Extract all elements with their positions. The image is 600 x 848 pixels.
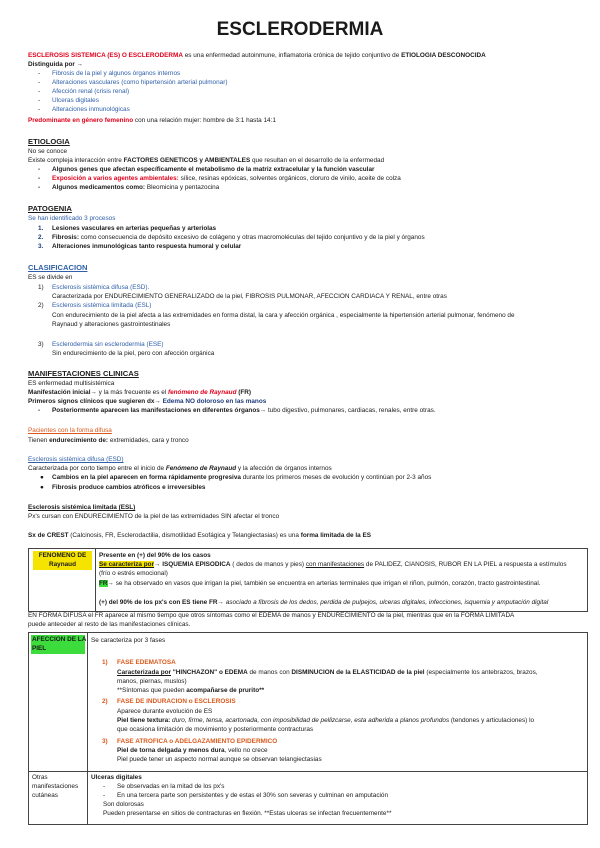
list-item: Esclerosis sistémica difusa (ESD). (52, 284, 150, 291)
fase-line: Aparece durante evolución de ES (117, 708, 213, 715)
list-item: Algunos medicamentos como: Bleomicina y pentazocina (52, 184, 220, 191)
list-item-detail: Con endurecimiento de la piel afecta a las extremidades en forma distal, la cara y afección orgánica , especialmente la hipertensión arterial pulmonar, fenómeno de (52, 312, 515, 319)
piel-label: PIEL (32, 645, 47, 652)
fase-line: Piel tiene textura: duro, firme, tensa, acartonada, con imposibilidad de pellizcarse, esta adherida a planos profundos (tendones y articulaciones) lo (117, 717, 535, 724)
patogenia-intro: Se han identificado 3 procesos (28, 215, 116, 222)
clasificacion-heading: CLASIFICACION (28, 263, 88, 272)
pacientes-difusa-line: Tienen endurecimiento de: extremidades, cara y tronco (28, 437, 189, 444)
piel-intro: Se caracteriza por 3 fases (91, 637, 166, 644)
list-item: - (38, 70, 41, 77)
list-item: - (38, 97, 41, 104)
list-item: Alteraciones inmunológicas tanto respuesta humoral y celular (52, 243, 242, 250)
manifestaciones-line: ES enfermedad multisistémica (28, 380, 115, 387)
list-item: En una tercera parte son persistentes y de estas el 30% son severas y culminan en amputación (117, 792, 389, 799)
esd-line: Caracterizada por corto tiempo entre el inicio de Fenómeno de Raynaud y la afección de órganos internos (28, 465, 332, 472)
predominante-line: Predominante en género femenino con una relación mujer: hombre de 3:1 hasta 14:1 (28, 117, 276, 124)
document-page: ESCLERODERMIA ESCLEROSIS SISTEMICA (ES) O ESCLERODERMA es una enfermedad autoinmune, inflamatoria crónica de tejido conjuntivo de ETIOLOGIA DESCONOCIDA Distinguida por → - Fibrosis de la piel y algunos órganos internos - Alteraciones vasculares (como hipertensión arterial pulmonar) - Afección renal (crisis renal) - Ulceras digitales - Alteraciones inmunológicas Predominante en género femenino con una relación mujer: hombre de 3:1 hasta 14:1 ETIOLOGIA No se conoce Existe compleja interacción entre FACTORES GENETICOS y AMBIENTALES que resultan en el desarrollo de la enfermedad - Algunos genes que afectan específicamente el metabolismo de la matriz extracelular y la función vascular - Exposición a varios agentes ambientales: sílice, resinas epóxicas, solventes orgánicos, cloruro de vinilo, aceite de colza - Algunos medicamentos como: Bleomicina y pentazocina PATOGENIA Se han identificado 3 procesos 1. Lesiones vasculares en arterias pequeñas y arteriolas 2. Fibrosis: como consecuencia de depósito excesivo de colágeno y otras macromoléculas del tejido conjuntivo y de la piel y órganos 3. Alteraciones inmunológicas tanto respuesta humoral y celular CLASIFICACION ES se divide en 1) Esclerosis sistémica difusa (ESD). Caracterizada por ENDURECIMIENTO GENERALIZADO de la piel, FIBROSIS PULMONAR, AFECCION CARDIACA Y RENAL, entre otras 2) Esclerosis sistémica limitada (ESL) Con endurecimiento de la piel afecta a las extremidades en forma distal, la cara y afección orgánica , especialmente la hipertensión arterial pulmonar, fenómeno de Raynaud y alteraciones gastrointestinales 3) Esclerodermia sin esclerodermia (ESE) Sin endurecimiento de la piel, pero con afección orgánica MANIFESTACIONES CLINICAS ES enfermedad multisistémica Manifestación inicial→ y la más frecuente es el fenómeno de Raynaud (FR) Primeros signos clínicos que sugieren dx→ Edema NO doloroso en las manos - Posteriormente aparecen las manifestaciones en diferentes órganos→ tubo digestivo, pulmonares, cardiacas, renales, entre otras. Pacientes con la forma difusa Tienen endurecimiento de: extremidades, cara y tronco Esclerosis sistémica difusa (ESD) Caracterizada por corto tiempo entre el inicio de Fenómeno de Raynaud y la afección de órganos internos ● Cambios en la piel aparecen en forma rápidamente progresiva durante los primeros meses de evolución y continúan por 2-3 años ● Fibrosis produce cambios atróficos e irreversibles Esclerosis sistémica limitada (ESL) Px's cursan con ENDURECIMIENTO de la piel de las extremidades SIN afectar el tronco Sx de CREST (Calcinosis, FR, Esclerodactilia, dismotilidad Esofágica y Telangiectasias) es una forma limitada de la ES FENOMENO DE Raynaud Presente en (+) del 90% de los casos Se caracteriza por→ ISQUEMIA EPISODICA ( dedos de manos y pies) con manifestaciones de PALIDEZ, CIANOSIS, RUBOR EN LA PIEL a respuesta a estímulos (frío o estrés emocional) FR→ se ha observado en vasos que irrigan la piel, también se encuentra en arterias terminales que irrigan el riñon, pulmón, corazón, tracto gastrointestinal. (+) del 90% de los px's con ES tiene FR→ asociado a fibrosis de los dedos, perdida de pulpejos, ulceras digitales, infecciones, isquemia y amputación digital EN FORMA DIFUSA el FR aparece al mismo tiempo que otros síntomas como el EDEMA de manos y ENDURECIMIENTO de la piel, mientras que en la FORMA LIMITADA puede anteceder al resto de las manifestaciones clínicas. AFECCION DE LA PIEL Se caracteriza por 3 fases 1) FASE EDEMATOSA Caracterizada por "HINCHAZON" o EDEMA de manos con DISMINUCION de la ELASTICIDAD de la piel (especialmente los antebrazos, brazos, manos, piernas, muslos) **Síntomas que pueden acompañarse de prurito** 2) FASE DE INDURACION o ESCLEROSIS Aparece durante evolución de ES Piel tiene textura: duro, firme, tensa, acartonada, con imposibilidad de pellizcarse, esta adherida a planos profundos (tendones y articulaciones) lo que ocasiona limitación de movimiento y posteriormente contracturas 3) FASE ATROFICA o ADELGAZAMIENTO EPIDERMICO Piel de torna delgada y menos dura, vello no crece Piel puede tener un aspecto normal aunque se observan telangiectasias Otras manifestaciones cutáneas Ulceras digitales - Se observadas en la mitad de los px's - En una tercera parte son persistentes y de estas el 30% son severas y culminan en amputación Son dolorosas Pueden presentarse en sitios de contracturas en flexión. **Estas ulceras se infectan frecuentemente** (0, 0, 600, 848)
otras-label: manifestaciones (32, 783, 79, 790)
manifestaciones-heading: MANIFESTACIONES CLINICAS (28, 369, 139, 378)
fase-title: FASE EDEMATOSA (117, 659, 176, 666)
esl-heading: Esclerosis sistémica limitada (ESL) (28, 504, 136, 511)
fase-line: Caracterizada por "HINCHAZON" o EDEMA de manos con DISMINUCION de la ELASTICIDAD de la piel (especialmente los antebrazos, brazos, (117, 669, 538, 676)
list-item: Cambios en la piel aparecen en forma rápidamente progresiva durante los primeros meses de evolución y continúan por 2-3 años (52, 474, 432, 481)
page-title: ESCLERODERMIA (216, 19, 384, 40)
list-item: Lesiones vasculares en arterias pequeñas y arteriolas (52, 225, 217, 232)
list-item: Fibrosis: como consecuencia de depósito excesivo de colágeno y otras macromoléculas del tejido conjuntivo y de la piel y órganos (52, 234, 425, 241)
raynaud-label: FENOMENO DE (38, 552, 87, 559)
fase-line: que ocasiona limitación de movimiento y posteriormente contracturas (117, 726, 314, 733)
esl-line: Px's cursan con ENDURECIMIENTO de la piel de las extremidades SIN afectar el tronco (28, 513, 280, 520)
list-item: - (38, 88, 41, 95)
raynaud-row: Se caracteriza por→ ISQUEMIA EPISODICA ( dedos de manos y pies) con manifestaciones de PALIDEZ, CIANOSIS, RUBOR EN LA PIEL a respuesta a estímulos (99, 561, 567, 568)
raynaud-label: Raynaud (49, 561, 76, 568)
ulceras-heading: Ulceras digitales (91, 774, 142, 781)
fase-line: Piel de torna delgada y menos dura, vello no crece (117, 747, 268, 754)
etiologia-line: No se conoce (28, 148, 68, 155)
list-item: Esclerodermia sin esclerodermia (ESE) (52, 341, 164, 348)
list-item-detail: Caracterizada por ENDURECIMIENTO GENERALIZADO de la piel, FIBROSIS PULMONAR, AFECCION CARDIACA Y RENAL, entre otras (52, 293, 447, 300)
list-item: Afección renal (crisis renal) (52, 88, 130, 95)
list-item: Son dolorosas (103, 801, 144, 808)
list-item: Se observadas en la mitad de los px's (117, 783, 225, 790)
etiologia-heading: ETIOLOGIA (28, 137, 70, 146)
list-item: Esclerosis sistémica limitada (ESL) (52, 302, 152, 309)
fase-title: FASE ATROFICA o ADELGAZAMIENTO EPIDERMICO (117, 738, 278, 745)
otras-label: Otras (32, 774, 48, 781)
otras-label: cutáneas (32, 792, 58, 799)
distinguida-label: Distinguida por → (28, 61, 84, 68)
piel-table: AFECCION DE LA PIEL Se caracteriza por 3 fases 1) FASE EDEMATOSA Caracterizada por "HINCHAZON" o EDEMA de manos con DISMINUCION de la ELASTICIDAD de la piel (especialmente los antebrazos, brazos, manos, piernas, muslos) **Síntomas que pueden acompañarse de prurito** 2) FASE DE INDURACION o ESCLEROSIS Aparece durante evolución de ES Piel tiene textura: duro, firme, tensa, acartonada, con imposibilidad de pellizcarse, esta adherida a planos profundos (tendones y articulaciones) lo que ocasiona limitación de movimiento y posteriormente contracturas 3) FASE ATROFICA o ADELGAZAMIENTO EPIDERMICO Piel de torna delgada y menos dura, vello no crece Piel puede tener un aspecto normal aunque se observan telangiectasias Otras manifestaciones cutáneas Ulceras digitales - Se observadas en la mitad de los px's - En una tercera parte son persistentes y de estas el 30% son severas y culminan en amputación Son dolorosas Pueden presentarse en sitios de contracturas en flexión. **Estas ulceras se infectan frecuentemente** (28, 632, 588, 825)
list-item: Fibrosis produce cambios atróficos e irreversibles (52, 484, 206, 491)
raynaud-row: (frío o estrés emocional) (99, 570, 168, 577)
list-item: - (38, 106, 41, 113)
list-item-detail: Sin endurecimiento de la piel, pero con afección orgánica (52, 350, 215, 357)
fase-title: FASE DE INDURACION o ESCLEROSIS (117, 698, 236, 705)
list-item: Algunos genes que afectan específicamente el metabolismo de la matriz extracelular y la función vascular (52, 166, 375, 173)
esd-heading: Esclerosis sistémica difusa (ESD) (28, 456, 124, 463)
list-item: Posteriormente aparecen las manifestaciones en diferentes órganos→ tubo digestivo, pulmonares, cardiacas, renales, entre otras. (52, 407, 436, 414)
forma-difusa-line: puede anteceder al resto de las manifestaciones clínicas. (28, 621, 191, 628)
raynaud-row: Presente en (+) del 90% de los casos (99, 552, 211, 559)
list-item: Exposición a varios agentes ambientales: sílice, resinas epóxicas, solventes orgánicos, cloruro de vinilo, aceite de colza (52, 175, 401, 182)
crest-line: Sx de CREST (Calcinosis, FR, Esclerodactilia, dismotilidad Esofágica y Telangiectasias) es una forma limitada de la ES (28, 532, 372, 539)
fase-line: **Síntomas que pueden acompañarse de prurito** (117, 687, 265, 694)
patogenia-heading: PATOGENIA (28, 204, 72, 213)
etiologia-line: Existe compleja interacción entre FACTORES GENETICOS y AMBIENTALES que resultan en el desarrollo de la enfermedad (28, 157, 385, 164)
piel-label: AFECCION DE LA (32, 636, 87, 643)
raynaud-table (28, 548, 588, 612)
list-item: Alteraciones inmunológicas (52, 106, 130, 113)
raynaud-row: FR→ se ha observado en vasos que irrigan la piel, también se encuentra en arterias terminales que irrigan el riñon, pulmón, corazón, tracto gastrointestinal. (99, 580, 541, 587)
forma-difusa-line: EN FORMA DIFUSA el FR aparece al mismo tiempo que otros síntomas como el EDEMA de manos y ENDURECIMIENTO de la piel, mientras que en la FORMA LIMITADA (28, 612, 515, 619)
list-item: Pueden presentarse en sitios de contracturas en flexión. **Estas ulceras se infectan frecuentemente** (103, 810, 392, 817)
pacientes-difusa-heading: Pacientes con la forma difusa (28, 427, 112, 434)
manifestaciones-line: Manifestación inicial→ y la más frecuente es el fenómeno de Raynaud (FR) (28, 389, 252, 396)
clasificacion-intro: ES se divide en (28, 274, 73, 281)
list-item: Fibrosis de la piel y algunos órganos internos (52, 70, 181, 77)
list-item-detail: Raynaud y alteraciones gastrointestinales (52, 321, 171, 328)
list-item: Alteraciones vasculares (como hipertensión arterial pulmonar) (52, 79, 228, 86)
intro-line: ESCLEROSIS SISTEMICA (ES) O ESCLERODERMA es una enfermedad autoinmune, inflamatoria crónica de tejido conjuntivo de ETIOLOGIA DESCONOCIDA (28, 52, 486, 59)
list-item: Ulceras digitales (52, 97, 99, 104)
manifestaciones-line: Primeros signos clínicos que sugieren dx→ Edema NO doloroso en las manos (28, 398, 267, 405)
list-item: - (38, 79, 41, 86)
fase-line: Piel puede tener un aspecto normal aunque se observan telangiectasias (117, 756, 322, 763)
raynaud-row: (+) del 90% de los px's con ES tiene FR→ asociado a fibrosis de los dedos, perdida de pulpejos, ulceras digitales, infecciones, isquemia y amputación digital (99, 599, 549, 606)
fase-line: manos, piernas, muslos) (117, 678, 187, 685)
